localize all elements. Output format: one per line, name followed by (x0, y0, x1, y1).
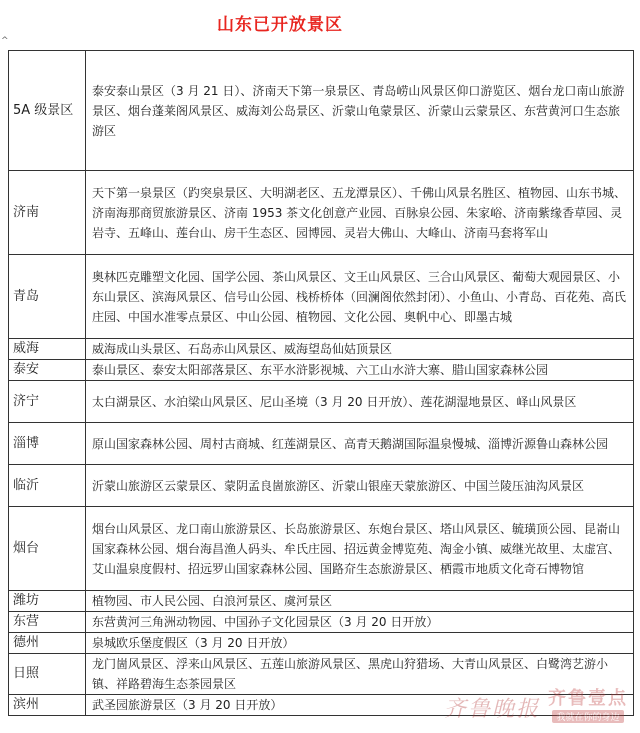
table-body (9, 51, 634, 716)
table-row (9, 360, 634, 381)
region-cell: 日照 (9, 654, 86, 695)
watermark-newspaper: 齐鲁晚报 (443, 697, 540, 722)
page-title: 山东已开放景区 (217, 15, 343, 35)
spots-cell: 沂蒙山旅游区云蒙景区、蒙阴孟良崮旅游区、沂蒙山银座天蒙旅游区、中国兰陵压油沟风景区 (86, 465, 634, 507)
spots-cell: 威海成山头景区、石岛赤山风景区、威海望岛仙姑顶景区 (86, 339, 634, 360)
table-row (9, 51, 634, 171)
spots-cell: 原山国家森林公园、周村古商城、红莲湖景区、高青天鹅湖国际温泉慢城、淄博沂源鲁山森林公园 (86, 423, 634, 465)
region-cell: 滨州 (9, 695, 86, 716)
region-cell: 威海 (9, 339, 86, 360)
table-row (9, 612, 634, 633)
spots-cell: 天下第一泉景区（趵突泉景区、大明湖老区、五龙潭景区）、千佛山风景名胜区、植物园、山东书城、济南海那商贸旅游景区、济南 1953 茶文化创意产业园、百脉泉公园、朱家峪、济南紫缘香草园、灵岩寺、五峰山、莲台山、房干生态区、园博园、灵岩大佛山、大峰山、济南马套将军山 (86, 171, 634, 255)
spots-cell: 武圣园旅游景区（3 月 20 日开放） (86, 695, 634, 716)
region-cell: 潍坊 (9, 591, 86, 612)
region-cell: 东营 (9, 612, 86, 633)
spots-cell: 泰安泰山景区（3 月 21 日）、济南天下第一泉景区、青岛崂山风景区仰口游览区、烟台龙口南山旅游景区、烟台蓬莱阁风景区、威海刘公岛景区、沂蒙山龟蒙景区、沂蒙山云蒙景区、东营黄河口生态旅游区 (86, 51, 634, 171)
table-row (9, 339, 634, 360)
spots-cell: 奥林匹克雕塑文化园、国学公园、茶山风景区、文王山风景区、三合山风景区、葡萄大观园景区、小东山景区、滨海风景区、信号山公园、栈桥桥体（回澜阁依然封闭）、小鱼山、小青岛、百花苑、高氏庄园、中国水准零点景区、中山公园、植物园、文化公园、奥帆中心、即墨古城 (86, 255, 634, 339)
region-cell: 泰安 (9, 360, 86, 381)
spots-cell: 植物园、市人民公园、白浪河景区、虞河景区 (86, 591, 634, 612)
scenic-spots-table (8, 50, 634, 716)
watermark-brand-slogan: 我就在你的身边 (552, 710, 623, 723)
table-row (9, 633, 634, 654)
spots-cell: 泉城欧乐堡度假区（3 月 20 日开放） (86, 633, 634, 654)
table-row (9, 465, 634, 507)
region-cell: 烟台 (9, 507, 86, 591)
watermark-brand-name: 齐鲁壹点 (548, 688, 628, 709)
table-row (9, 507, 634, 591)
table-row (9, 423, 634, 465)
table-row (9, 591, 634, 612)
table-row (9, 255, 634, 339)
table-row (9, 171, 634, 255)
spots-cell: 龙门崮风景区、浮来山风景区、五莲山旅游风景区、黑虎山狩猎场、大青山风景区、白鹭湾艺游小镇、祥路碧海生态茶园景区 (86, 654, 634, 695)
spots-cell: 东营黄河三角洲动物园、中国孙子文化园景区（3 月 20 日开放） (86, 612, 634, 633)
table-row (9, 654, 634, 695)
region-cell: 德州 (9, 633, 86, 654)
table-row (9, 381, 634, 423)
table-row (9, 695, 634, 716)
spots-cell: 烟台山风景区、龙口南山旅游景区、长岛旅游景区、东炮台景区、塔山风景区、毓璜顶公园、昆嵛山国家森林公园、烟台海昌渔人码头、牟氏庄园、招远黄金博览苑、淘金小镇、威继光故里、太虚宫、艾山温泉度假村、招远罗山国家森林公园、国路夼生态旅游景区、栖霞市地质文化奇石博物馆 (86, 507, 634, 591)
spots-cell: 泰山景区、泰安太阳部落景区、东平水浒影视城、六工山水浒大寨、腊山国家森林公园 (86, 360, 634, 381)
region-cell: 济宁 (9, 381, 86, 423)
region-cell: 青岛 (9, 255, 86, 339)
region-cell: 5A 级景区 (9, 51, 86, 171)
region-cell: 淄博 (9, 423, 86, 465)
region-cell: 临沂 (9, 465, 86, 507)
spots-cell: 太白湖景区、水泊梁山风景区、尼山圣境（3 月 20 日开放）、莲花湖湿地景区、峄山风景区 (86, 381, 634, 423)
collapse-marker: ^ (1, 36, 9, 46)
region-cell: 济南 (9, 171, 86, 255)
